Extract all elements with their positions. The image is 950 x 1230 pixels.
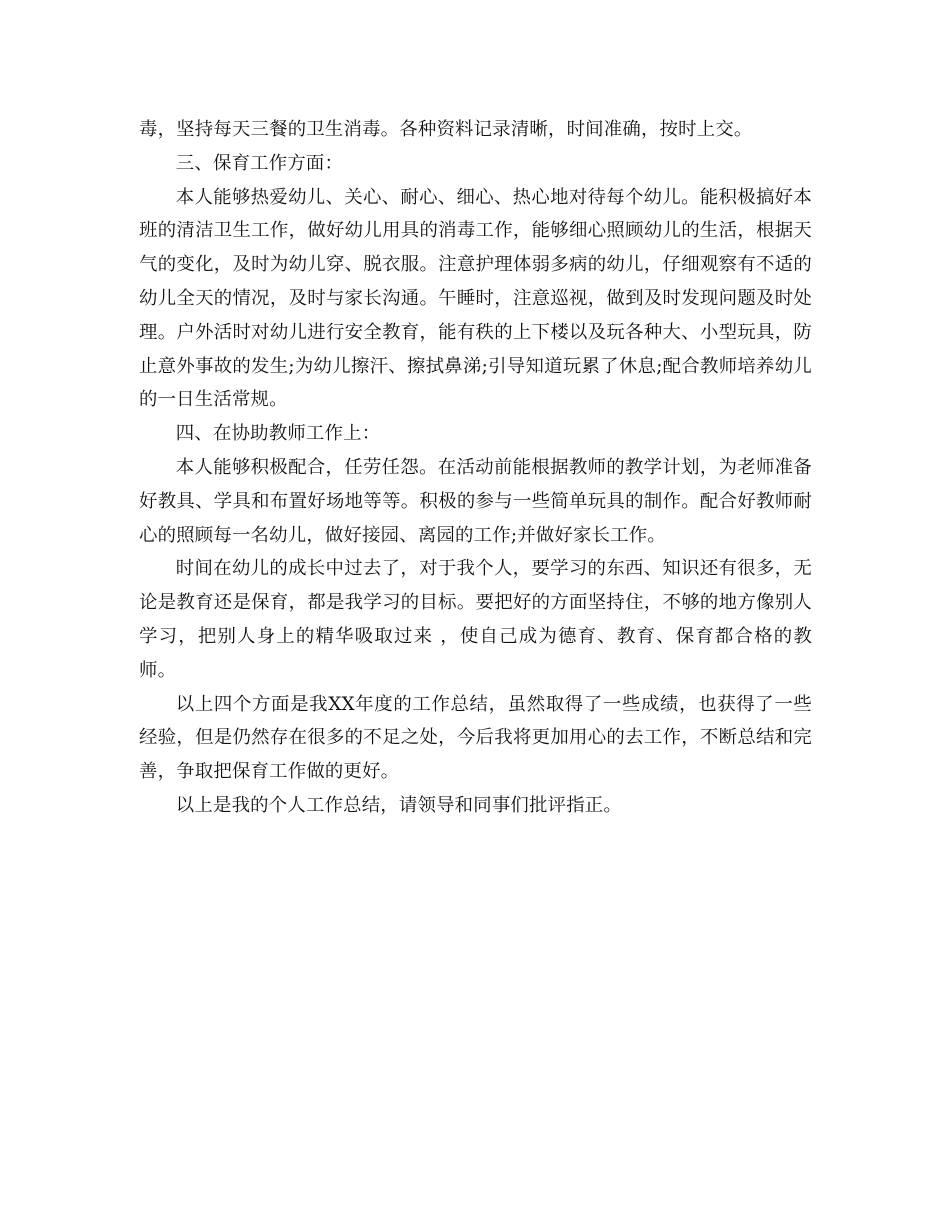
- paragraph-childcare: 本人能够热爱幼儿、关心、耐心、细心、热心地对待每个幼儿。能积极搞好本班的清洁卫生工作，做好幼儿用具的消毒工作，能够细心照顾幼儿的生活，根据天气的变化，及时为幼儿穿、脱衣服。注意护理体弱多病的幼儿，仔细观察有不适的幼儿全天的情况，及时与家长沟通。午睡时，注意巡视，做到及时发现问题及时处理。户外活时对幼儿进行安全教育，能有秩的上下楼以及玩各种大、小型玩具，防止意外事故的发生;为幼儿擦汗、擦拭鼻涕;引导知道玩累了休息;配合教师培养幼儿的一日生活常规。: [139, 186, 812, 411]
- paragraph-closing: 以上是我的个人工作总结，请领导和同事们批评指正。: [175, 794, 622, 816]
- section-heading-childcare: 三、保育工作方面：: [175, 152, 344, 174]
- paragraph-reflection: 时间在幼儿的成长中过去了，对于我个人，要学习的东西、知识还有很多，无论是教育还是保育，都是我学习的目标。要把好的方面坚持住，不够的地方像别人学习，把别人身上的精华吸取过来 ，使自己成为德育、教育、保育都合格的教师。: [139, 558, 812, 681]
- document-body: [139, 113, 812, 823]
- paragraph-summary: 以上四个方面是我XX年度的工作总结，虽然取得了一些成绩，也获得了一些经验，但是仍然存在很多的不足之处，今后我将更加用心的去工作，不断总结和完善，争取把保育工作做的更好。: [139, 693, 812, 783]
- paragraph-continuation: 毒，坚持每天三餐的卫生消毒。各种资料记录清晰，时间准确，按时上交。: [139, 119, 753, 140]
- paragraph-assist-teacher: 本人能够积极配合，任劳任怨。在活动前能根据教师的教学计划，为老师准备好教具、学具和布置好场地等等。积极的参与一些简单玩具的制作。配合好教师耐心的照顾每一名幼儿，做好接园、离园的工作;并做好家长工作。: [139, 456, 812, 546]
- section-heading-assist-teacher: 四、在协助教师工作上：: [175, 423, 381, 445]
